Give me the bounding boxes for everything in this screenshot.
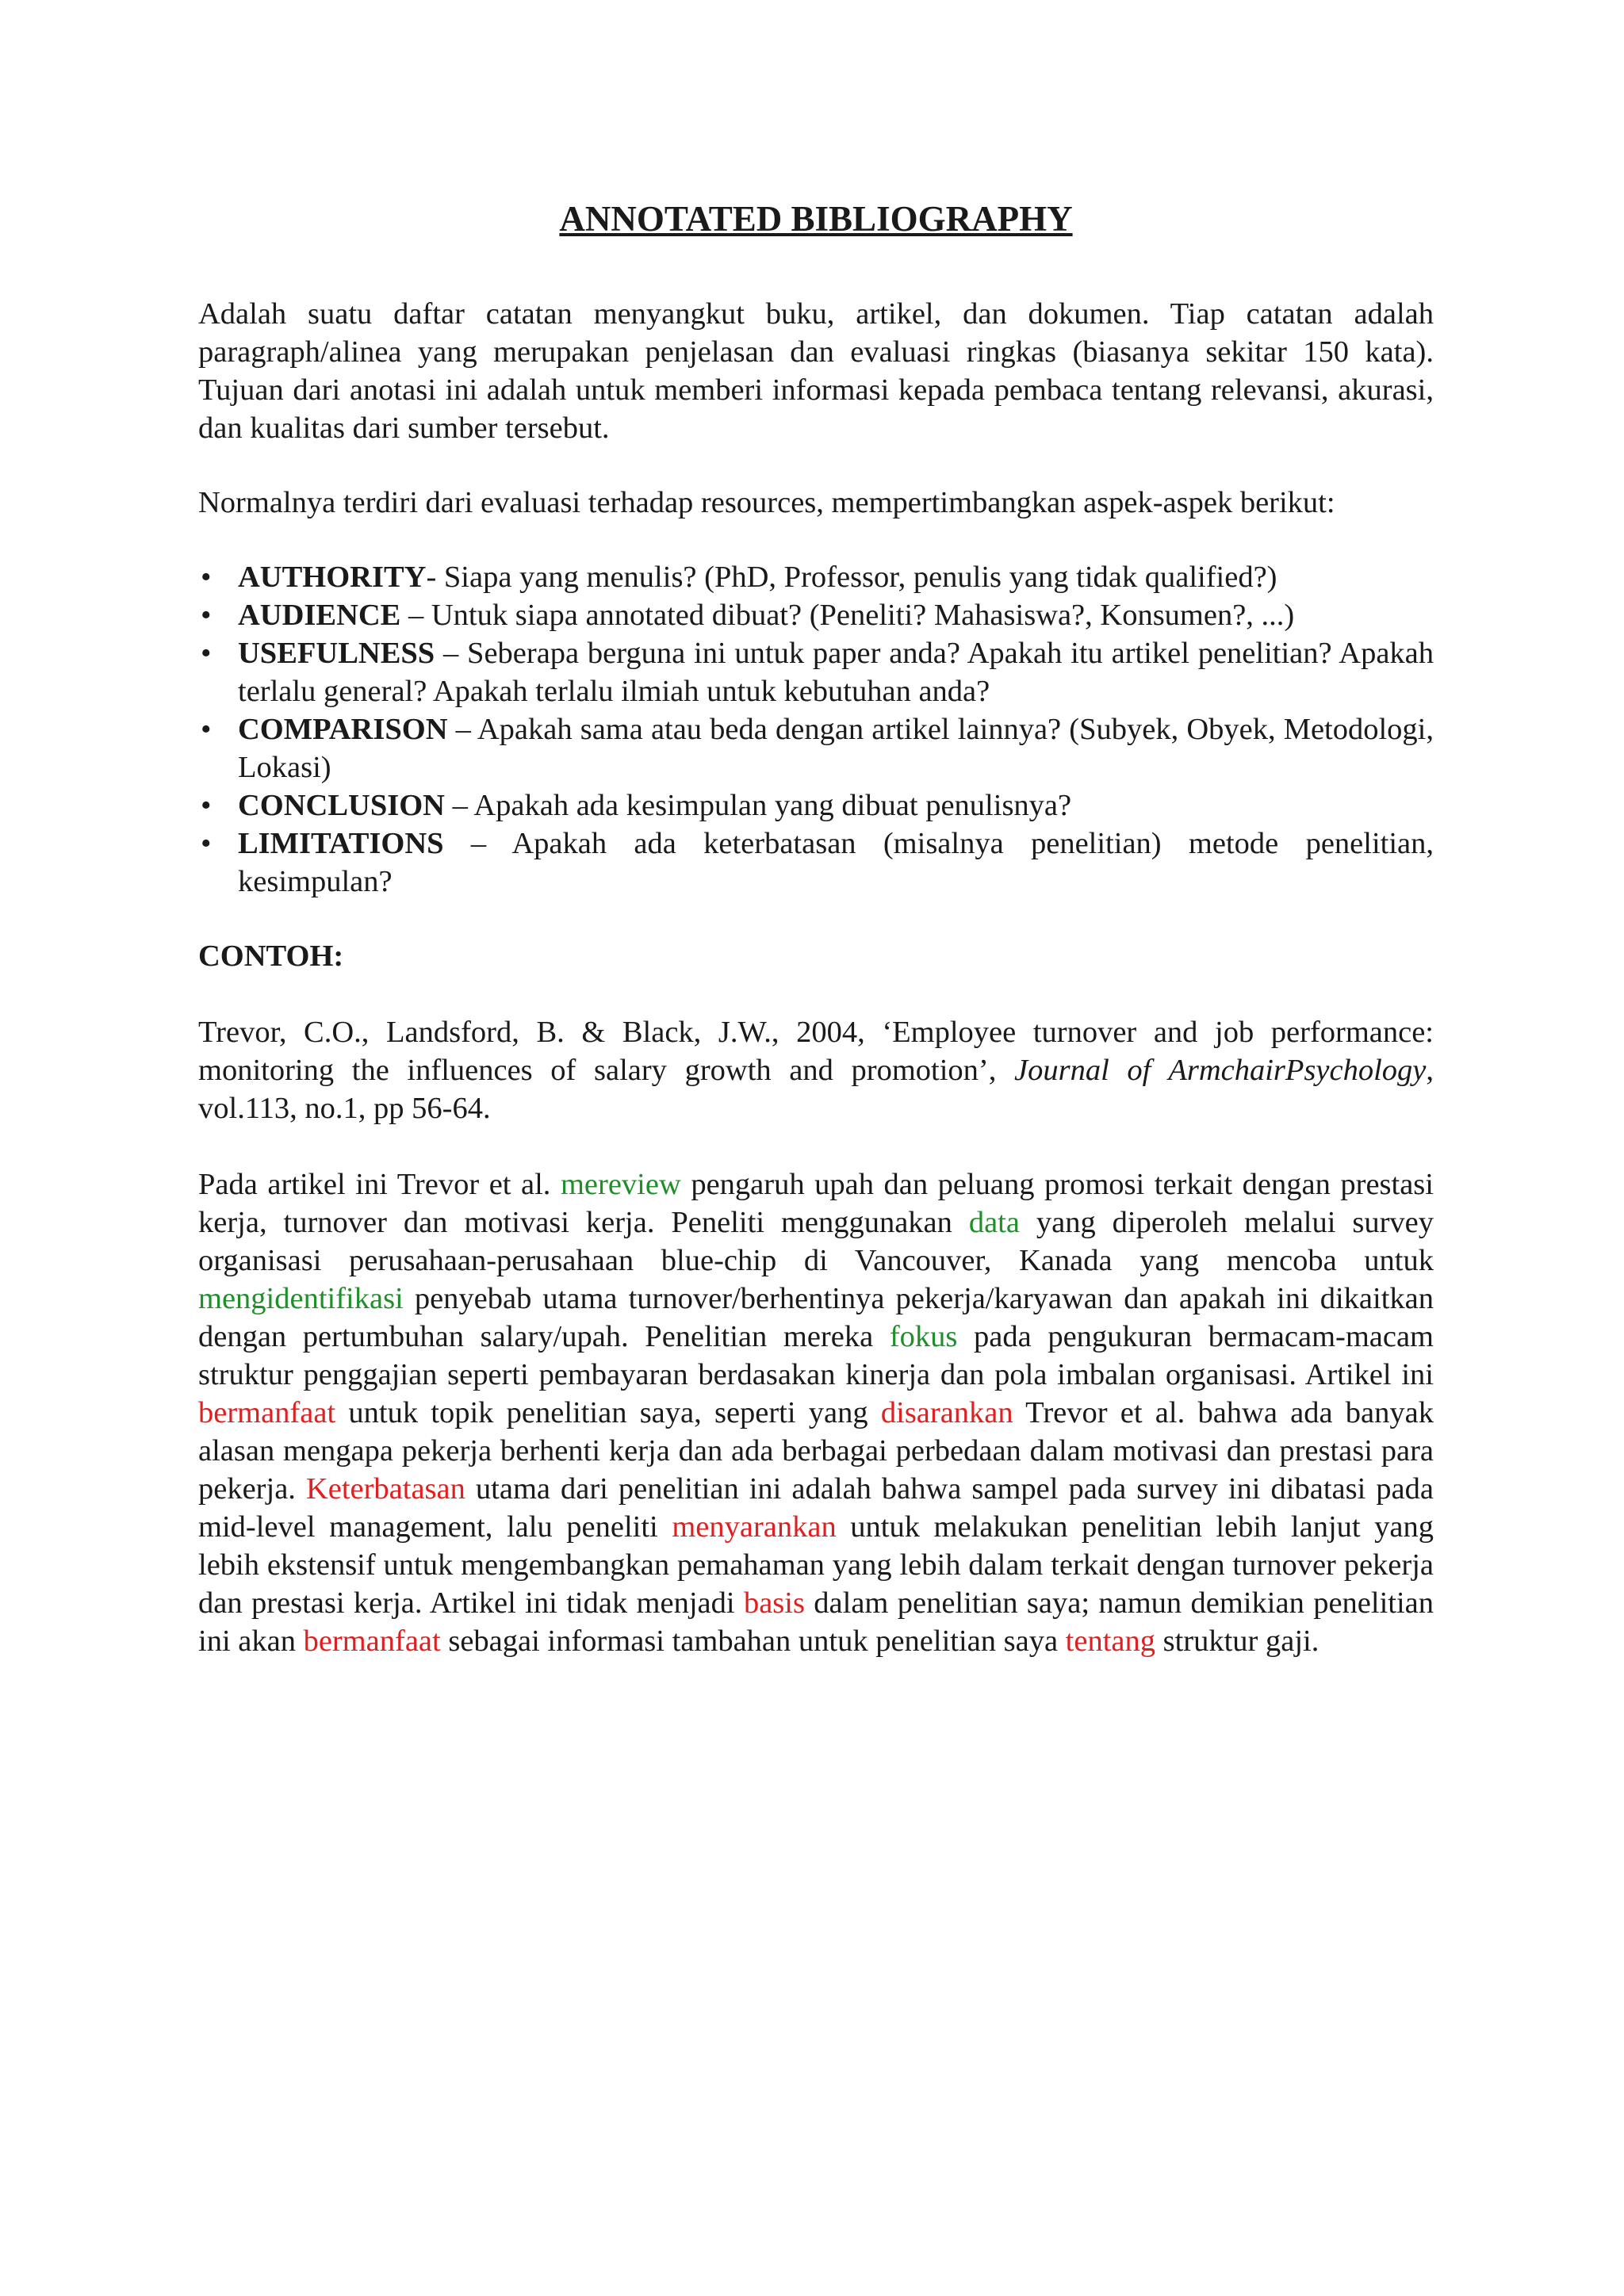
bullet-icon: • xyxy=(201,827,212,860)
bullet-icon: • xyxy=(201,599,212,632)
annotation-text: pengaruh upah dan peluang promosi terkait dengan prestasi kerja, turnover dan motivasi kerja. Peneliti menggunakan xyxy=(198,1168,1434,1239)
criteria-term: AUDIENCE xyxy=(238,599,401,632)
criteria-text: – Apakah sama atau beda dengan artikel lainnya? (Subyek, Obyek, Metodologi, Lokasi) xyxy=(238,713,1434,784)
keyword-red: Keterbatasan xyxy=(305,1472,465,1506)
keyword-red: disarankan xyxy=(880,1396,1013,1429)
criteria-text: – Apakah ada kesimpulan yang dibuat penulisnya? xyxy=(444,789,1072,822)
list-item xyxy=(198,710,1434,786)
list-item xyxy=(198,596,1434,634)
criteria-list xyxy=(198,558,1434,901)
list-item xyxy=(198,786,1434,825)
list-item xyxy=(198,558,1434,596)
keyword-red: bermanfaat xyxy=(303,1624,441,1658)
citation-authors-title: Trevor, C.O., Landsford, B. & Black, J.W., 2004, ‘Employee turnover and job performance: monitoring the influences of salary growth and promotion’, xyxy=(198,1016,1434,1087)
criteria-term: COMPARISON xyxy=(238,713,448,746)
keyword-green: mereview xyxy=(560,1168,681,1201)
annotation-text: untuk melakukan penelitian lebih lanjut yang lebih ekstensif untuk mengembangkan pemahaman yang lebih dalam terkait dengan turnover pekerja dan prestasi kerja. Artikel ini tidak menjadi xyxy=(198,1510,1434,1620)
list-item xyxy=(198,825,1434,901)
keyword-green: fokus xyxy=(889,1320,958,1353)
bullet-icon: • xyxy=(201,637,212,670)
citation xyxy=(198,1013,1434,1127)
annotation-text: pada pengukuran bermacam-macam struktur penggajian seperti pembayaran berdasakan kinerja dan pola imbalan organisasi. Artikel ini xyxy=(198,1320,1434,1391)
criteria-term: LIMITATIONS xyxy=(238,827,444,860)
criteria-text: – Apakah ada keterbatasan (misalnya penelitian) metode penelitian, kesimpulan? xyxy=(238,827,1434,898)
criteria-text: – Seberapa berguna ini untuk paper anda? Apakah itu artikel penelitian? Apakah terlalu general? Apakah terlalu ilmiah untuk kebutuhan anda? xyxy=(238,637,1434,708)
keyword-red: basis xyxy=(743,1586,805,1620)
criteria-term: USEFULNESS xyxy=(238,637,435,670)
bullet-icon: • xyxy=(201,561,212,594)
criteria-term: AUTHORITY xyxy=(238,561,427,594)
annotation-text: sebagai informasi tambahan untuk penelitian saya xyxy=(440,1624,1066,1658)
list-item xyxy=(198,634,1434,710)
keyword-green: data xyxy=(968,1206,1020,1239)
criteria-intro: Normalnya terdiri dari evaluasi terhadap resources, mempertimbangkan aspek-aspek berikut: xyxy=(198,486,1335,519)
bullet-icon: • xyxy=(201,789,212,822)
annotation-text: utama dari penelitian ini adalah bahwa sampel pada survey ini dibatasi pada mid-level management, lalu peneliti xyxy=(198,1472,1434,1544)
example-heading: CONTOH: xyxy=(198,939,344,973)
annotation-text: dalam penelitian saya; namun demikian penelitian ini akan xyxy=(198,1586,1434,1658)
annotation-text: untuk topik penelitian saya, seperti yang xyxy=(335,1396,881,1429)
intro-paragraph: Adalah suatu daftar catatan menyangkut buku, artikel, dan dokumen. Tiap catatan adalah paragraph/alinea yang merupakan penjelasan dan evaluasi ringkas (biasanya sekitar 150 kata). Tujuan dari anotasi ini adalah untuk memberi informasi kepada pembaca tentang relevansi, akurasi, dan kualitas dari sumber tersebut. xyxy=(198,297,1434,445)
criteria-text: – Untuk siapa annotated dibuat? (Peneliti? Mahasiswa?, Konsumen?, ...) xyxy=(400,599,1295,632)
page-title: ANNOTATED BIBLIOGRAPHY xyxy=(559,199,1073,239)
annotation-text: Trevor et al. bahwa ada banyak alasan mengapa pekerja berhenti kerja dan ada berbagai perbedaan dalam motivasi dan prestasi para pekerja. xyxy=(198,1396,1434,1506)
criteria-text: - Siapa yang menulis? (PhD, Professor, penulis yang tidak qualified?) xyxy=(426,561,1277,594)
criteria-term: CONCLUSION xyxy=(238,789,445,822)
annotation-text: penyebab utama turnover/berhentinya pekerja/karyawan dan apakah ini dikaitkan dengan pertumbuhan salary/upah. Penelitian mereka xyxy=(198,1282,1434,1353)
bullet-icon: • xyxy=(201,713,212,746)
annotation-text: Pada artikel ini Trevor et al. xyxy=(198,1168,561,1201)
document-body xyxy=(198,195,1434,1660)
citation-journal: Journal of ArmchairPsychology xyxy=(1014,1054,1427,1087)
keyword-red: tentang xyxy=(1065,1624,1155,1658)
keyword-red: bermanfaat xyxy=(198,1396,336,1429)
keyword-red: menyarankan xyxy=(672,1510,837,1544)
keyword-green: mengidentifikasi xyxy=(198,1282,404,1315)
annotation-text: yang diperoleh melalui survey organisasi perusahaan-perusahaan blue-chip di Vancouver, Kanada yang mencoba untuk xyxy=(198,1206,1434,1277)
citation-volume: , vol.113, no.1, pp 56-64. xyxy=(198,1054,1434,1125)
annotation-paragraph xyxy=(198,1165,1434,1660)
annotation-text: struktur gaji. xyxy=(1155,1624,1320,1658)
